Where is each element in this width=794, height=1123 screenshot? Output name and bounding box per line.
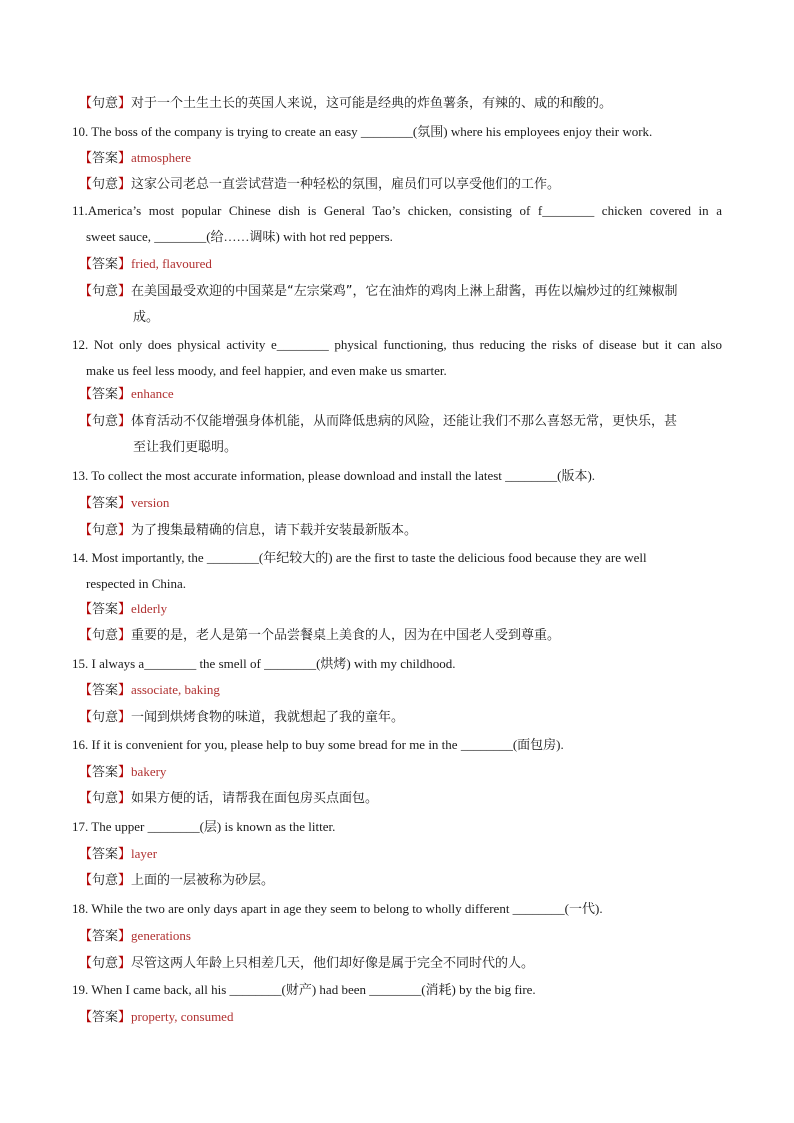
meaning-line: 【句意】一闻到烘烤食物的味道，我就想起了我的童年。 xyxy=(79,709,405,725)
answer-line: 【答案】layer xyxy=(79,846,158,862)
answer-line: 【答案】fried, flavoured xyxy=(79,256,212,272)
answer-line: 【答案】enhance xyxy=(79,386,174,402)
answer-line: 【答案】version xyxy=(79,495,170,511)
question-14: 14. Most importantly, the ________(年纪较大的) are the first to taste the delicious food because they are well respected in China. xyxy=(72,550,647,591)
question-15: 15. I always a________ the smell of ________(烘烤) with my childhood. xyxy=(72,656,456,671)
answer-line: 【答案】atmosphere xyxy=(79,150,191,166)
meaning-line: 【句意】对于一个土生土长的英国人来说，这可能是经典的炸鱼薯条，有辣的、咸的和酸的。 xyxy=(79,95,613,111)
meaning-line: 【句意】如果方便的话，请帮我在面包房买点面包。 xyxy=(79,790,379,806)
meaning-line: 【句意】重要的是，老人是第一个品尝餐桌上美食的人，因为在中国老人受到尊重。 xyxy=(79,627,561,643)
question-16: 16. If it is convenient for you, please help to buy some bread for me in the ________(面包房). xyxy=(72,737,564,752)
meaning-line: 【句意】上面的一层被称为砂层。 xyxy=(79,872,275,888)
meaning-line: 【句意】在美国最受欢迎的中国菜是“左宗棠鸡”，它在油炸的鸡肉上淋上甜酱，再佐以煸炒过的红辣椒制 成。 xyxy=(79,283,678,325)
question-11: 11.America’s most popular Chinese dish is General Tao’s chicken, consisting of f________ chicken covered in a sweet sauce, ________(给……调味) with hot red peppers. xyxy=(72,203,722,244)
question-18: 18. While the two are only days apart in age they seem to belong to wholly different ________(一代). xyxy=(72,901,603,916)
question-19: 19. When I came back, all his ________(财产) had been ________(消耗) by the big fire. xyxy=(72,982,536,997)
answer-line: 【答案】property, consumed xyxy=(79,1009,234,1025)
answer-line: 【答案】generations xyxy=(79,928,191,944)
meaning-line: 【句意】尽管这两人年龄上只相差几天，他们却好像是属于完全不同时代的人。 xyxy=(79,955,535,971)
answer-line: 【答案】elderly xyxy=(79,601,168,617)
answer-line: 【答案】bakery xyxy=(79,764,167,780)
question-12: 12. Not only does physical activity e________ physical functioning, thus reducing the risks of disease but it can also make us feel less moody, and feel happier, and even make us smarter. xyxy=(72,337,722,378)
answer-line: 【答案】associate, baking xyxy=(79,682,220,698)
question-10: 10. The boss of the company is trying to create an easy ________(氛围) where his employees enjoy their work. xyxy=(72,124,653,139)
meaning-line: 【句意】体育活动不仅能增强身体机能，从而降低患病的风险，还能让我们不那么喜怒无常，更快乐，甚 至让我们更聪明。 xyxy=(79,413,678,455)
question-13: 13. To collect the most accurate information, please download and install the latest ________(版本). xyxy=(72,468,596,483)
meaning-line: 【句意】为了搜集最精确的信息，请下载并安装最新版本。 xyxy=(79,522,418,538)
meaning-line: 【句意】这家公司老总一直尝试营造一种轻松的氛围，雇员们可以享受他们的工作。 xyxy=(79,176,561,192)
question-17: 17. The upper ________(层) is known as the litter. xyxy=(72,819,336,834)
